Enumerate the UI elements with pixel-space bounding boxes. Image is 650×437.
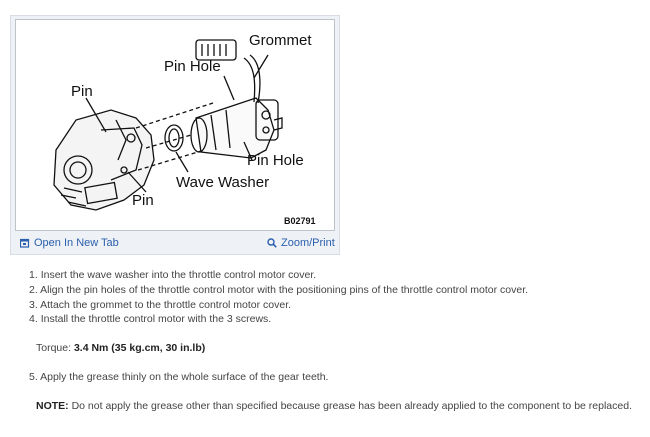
open-in-new-tab-link[interactable] bbox=[20, 237, 119, 249]
label-pin-hole-right: Pin Hole bbox=[247, 152, 304, 169]
label-pin-bottom: Pin bbox=[132, 192, 154, 209]
open-in-new-tab-icon bbox=[20, 238, 30, 248]
label-wave-washer: Wave Washer bbox=[176, 174, 270, 191]
step-item bbox=[29, 298, 528, 313]
step-number: 5. bbox=[29, 371, 38, 383]
step-item bbox=[29, 268, 528, 283]
step-number: 3. bbox=[29, 298, 38, 311]
magnifier-icon bbox=[267, 238, 277, 248]
torque-spec bbox=[36, 342, 205, 354]
figure-code: B02791 bbox=[284, 216, 316, 226]
figure-actions bbox=[11, 234, 339, 254]
step-text: Apply the grease thinly on the whole surface of the gear teeth. bbox=[40, 371, 329, 383]
label-pin-hole-top: Pin Hole bbox=[164, 58, 221, 75]
figure-card bbox=[10, 15, 340, 255]
zoom-print-label: Zoom/Print bbox=[281, 237, 335, 249]
torque-label: Torque: bbox=[36, 342, 72, 354]
step-text: Attach the grommet to the throttle control motor cover. bbox=[40, 298, 292, 311]
step-item bbox=[29, 312, 528, 327]
note-text: Do not apply the grease other than specified because grease has been already applied to the component to be replaced. bbox=[71, 400, 632, 412]
step-text: Install the throttle control motor with the 3 screws. bbox=[40, 313, 272, 326]
diagram-drawing bbox=[16, 20, 334, 230]
step-item bbox=[29, 283, 528, 298]
step-number: 4. bbox=[29, 313, 38, 326]
step-number: 1. bbox=[29, 269, 38, 281]
label-grommet: Grommet bbox=[249, 32, 312, 49]
throttle-motor-diagram[interactable] bbox=[15, 19, 335, 231]
note-label: NOTE: bbox=[36, 400, 69, 412]
zoom-print-link[interactable] bbox=[267, 237, 335, 249]
step-text: Align the pin holes of the throttle control motor with the positioning pins of the throttle control motor cover. bbox=[40, 283, 529, 296]
step-number: 2. bbox=[29, 283, 38, 296]
torque-value: 3.4 Nm (35 kg.cm, 30 in.lb) bbox=[73, 342, 206, 354]
open-in-new-tab-label: Open In New Tab bbox=[34, 237, 119, 249]
instruction-steps bbox=[29, 268, 528, 327]
label-pin-left: Pin bbox=[71, 83, 93, 100]
step-item bbox=[29, 371, 328, 383]
note bbox=[36, 400, 632, 412]
step-text: Insert the wave washer into the throttle control motor cover. bbox=[40, 269, 317, 281]
